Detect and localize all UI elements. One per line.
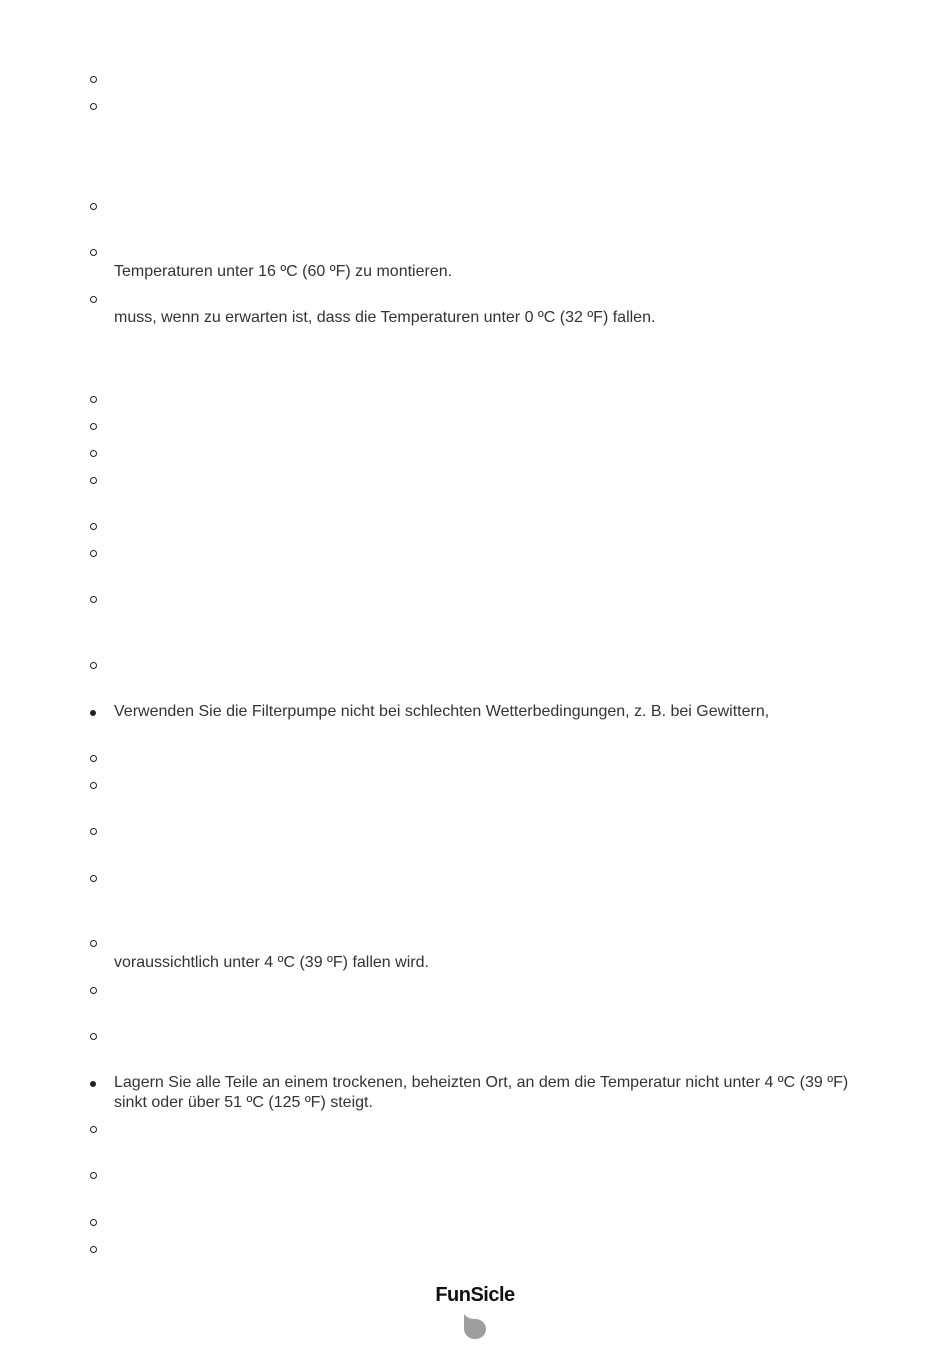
list-bullet: [90, 1126, 97, 1133]
list-bullet: [90, 450, 97, 457]
list-bullet: [90, 396, 97, 403]
brand-logo: [0, 1283, 950, 1307]
list-bullet: [90, 103, 97, 110]
list-bullet: [90, 662, 97, 669]
list-bullet: [90, 423, 97, 430]
list-bullet: [90, 249, 97, 256]
list-bullet: [90, 523, 97, 530]
list-bullet: [90, 1219, 97, 1226]
list-bullet: [90, 987, 97, 994]
list-bullet: [90, 596, 97, 603]
list-bullet: [90, 755, 97, 762]
list-item-text: Lagern Sie alle Teile an einem trockenen, beheizten Ort, an dem die Temperatur nicht unter 4 ºC (39 ºF): [114, 1074, 849, 1091]
list-bullet: [90, 1033, 97, 1040]
list-item-text: Verwenden Sie die Filterpumpe nicht bei schlechten Wetterbedingungen, z. B. bei Gewittern,: [114, 703, 770, 720]
list-bullet: [90, 1246, 97, 1253]
list-bullet: [90, 1172, 97, 1179]
list-item-text: sinkt oder über 51 ºC (125 ºF) steigt.: [114, 1094, 373, 1111]
funsicle-drop-icon: [462, 1312, 488, 1340]
list-bullet: [90, 76, 97, 83]
list-item-text: muss, wenn zu erwarten ist, dass die Temperaturen unter 0 ºC (32 ºF) fallen.: [114, 309, 656, 326]
list-bullet: [90, 477, 97, 484]
list-item-text: voraussichtlich unter 4 ºC (39 ºF) fallen wird.: [114, 954, 429, 971]
list-bullet: [90, 710, 96, 716]
list-bullet: [90, 828, 97, 835]
list-bullet: [90, 296, 97, 303]
list-bullet: [90, 940, 97, 947]
list-bullet: [90, 203, 97, 210]
list-item-text: Temperaturen unter 16 ºC (60 ºF) zu montieren.: [114, 263, 453, 280]
brand-name: FunSicle: [435, 1284, 515, 1306]
list-bullet: [90, 550, 97, 557]
list-bullet: [90, 782, 97, 789]
list-bullet: [90, 875, 97, 882]
list-bullet: [90, 1081, 96, 1087]
